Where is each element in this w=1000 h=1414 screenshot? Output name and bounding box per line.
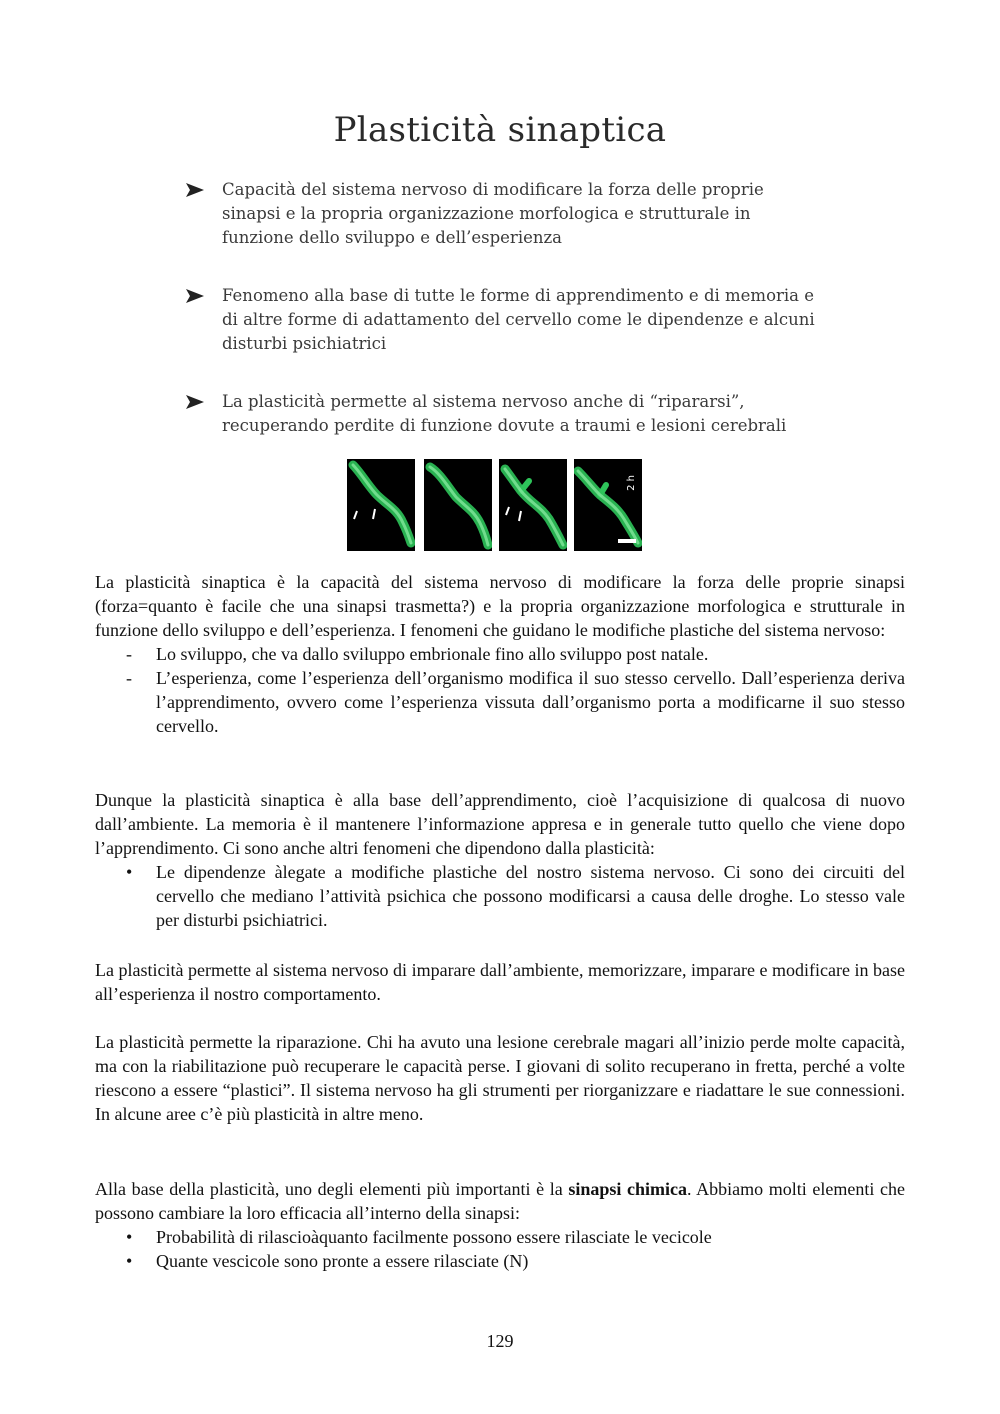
list-item xyxy=(95,642,905,666)
slide-bullet-text: Fenomeno alla base di tutte le forme di apprendimento e di memoria e di altre forme di adattamento del cervello come le dipendenze e alcuni disturbi psichiatrici xyxy=(222,286,815,353)
slide-bullet xyxy=(185,284,825,356)
slide-bullet xyxy=(185,178,825,250)
arrow-bullet-icon xyxy=(185,288,205,304)
list-item-text: Lo sviluppo, che va dallo sviluppo embrionale fino allo sviluppo post natale. xyxy=(156,644,709,664)
slide-title: Plasticità sinaptica xyxy=(333,110,667,150)
slide-bullet-text: La plasticità permette al sistema nervoso anche di “ripararsi”, recuperando perdite di funzione dovute a traumi e lesioni cerebrali xyxy=(222,392,787,435)
section-behaviour xyxy=(95,958,905,1006)
microscopy-panel xyxy=(499,459,567,551)
list-item-text: Quante vescicole sono pronte a essere rilasciate (N) xyxy=(156,1251,529,1271)
bullet-marker: • xyxy=(126,1251,133,1271)
paragraph: La plasticità permette la riparazione. Chi ha avuto una lesione cerebrale magari all’inizio perde molte capacità, ma con la riabilitazione può recuperare le capacità perse. I giovani di solito recuperano in fretta, perché a volte riescono a essere “plastici”. Il sistema nervoso ha gli strumenti per riorganizzare e riadattare le sue connessioni. In alcune aree c’è più plasticità in altre meno. xyxy=(95,1032,905,1124)
dendrite-microscopy-figure xyxy=(347,459,647,551)
scale-bar xyxy=(618,539,636,543)
microscopy-panel xyxy=(574,459,642,551)
list-item-text: Probabilità di rilascioàquanto facilmente possono essere rilasciate le vecicole xyxy=(156,1227,712,1247)
paragraph: La plasticità permette al sistema nervoso di imparare dall’ambiente, memorizzare, imparare e modificare in base all’esperienza il nostro comportamento. xyxy=(95,960,905,1004)
microscopy-panel xyxy=(347,459,415,551)
bullet-marker: • xyxy=(126,862,133,882)
list-item xyxy=(95,666,905,738)
section-chemical-synapse xyxy=(95,1177,905,1273)
paragraph xyxy=(95,1177,905,1225)
section-repair xyxy=(95,1030,905,1126)
dash-list xyxy=(95,642,905,738)
bullet-list xyxy=(95,1225,905,1273)
list-item-text: L’esperienza, come l’esperienza dell’organismo modifica il suo stesso cervello. Dall’esperienza deriva l’apprendimento, ovvero come l’esperienza vissuta dall’organismo porta a modificarne il suo stesso cervello. xyxy=(156,668,905,736)
dash-marker: - xyxy=(126,668,132,688)
list-item xyxy=(95,860,905,932)
microscopy-panel xyxy=(424,459,492,551)
section-learning xyxy=(95,788,905,932)
arrow-bullet-icon xyxy=(185,182,205,198)
bold-term: sinapsi chimica xyxy=(568,1179,687,1199)
slide-bullet xyxy=(185,390,825,438)
arrow-bullet-icon xyxy=(185,394,205,410)
text-run: Alla base della plasticità, uno degli elementi più importanti è la xyxy=(95,1179,569,1199)
page-number: 129 xyxy=(486,1331,514,1351)
bullet-list xyxy=(95,860,905,932)
bullet-marker: • xyxy=(126,1227,133,1247)
time-label: 2 h xyxy=(626,475,637,491)
text-run: . Abbiamo molti elementi che possono cambiare la loro efficacia all’interno della sinapsi: xyxy=(95,1179,905,1223)
slide-bullet-text: Capacità del sistema nervoso di modificare la forza delle proprie sinapsi e la propria organizzazione morfologica e strutturale in funzione dello sviluppo e dell’esperienza xyxy=(222,180,764,247)
list-item xyxy=(95,1225,905,1249)
list-item-text: Le dipendenze àlegate a modifiche plastiche del nostro sistema nervoso. Ci sono dei circuiti del cervello che mediano l’attività psichica che possono modificarsi a causa delle droghe. Lo stesso vale per disturbi psichiatrici. xyxy=(156,862,905,930)
paragraph: Dunque la plasticità sinaptica è alla base dell’apprendimento, cioè l’acquisizione di qualcosa di nuovo dall’ambiente. La memoria è il mantenere l’informazione appresa e in generale tutto quello che viene dopo l’apprendimento. Ci sono anche altri fenomeni che dipendono dalla plasticità: xyxy=(95,790,905,858)
section-intro xyxy=(95,570,905,738)
list-item xyxy=(95,1249,905,1273)
slide-bullet-list xyxy=(185,178,825,438)
paragraph: La plasticità sinaptica è la capacità del sistema nervoso di modificare la forza delle proprie sinapsi (forza=quanto è facile che una sinapsi trasmetta?) e la propria organizzazione morfologica e strutturale in funzione dello sviluppo e dell’esperienza. I fenomeni che guidano le modifiche plastiche del sistema nervoso: xyxy=(95,572,905,640)
dash-marker: - xyxy=(126,644,132,664)
